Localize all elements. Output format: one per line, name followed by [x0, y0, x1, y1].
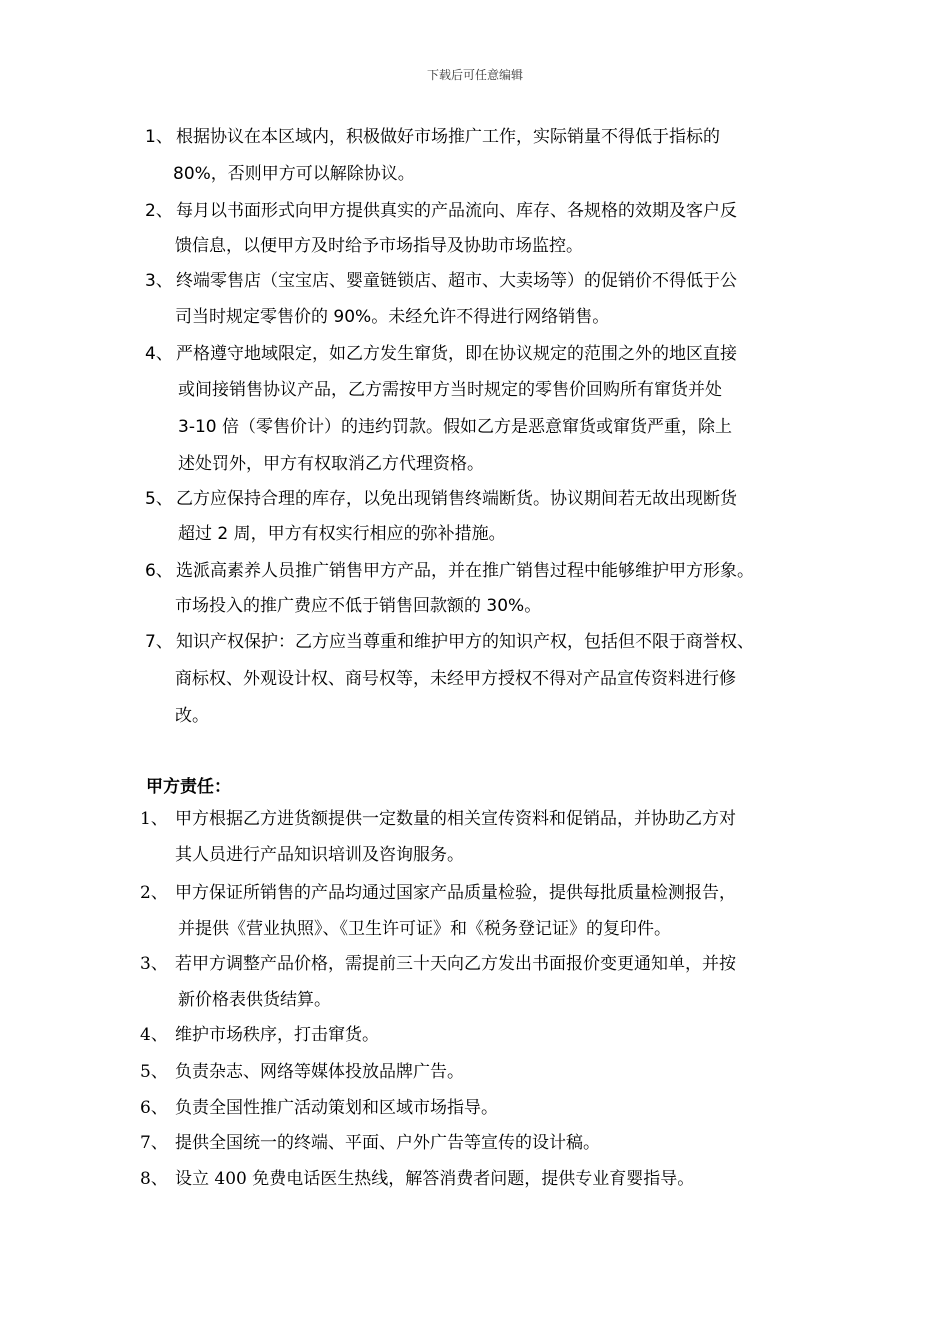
- item-text: 若甲方调整产品价格，需提前三十天向乙方发出书面报价变更通知单，并按: [175, 954, 736, 974]
- item-number: 7、: [145, 632, 173, 652]
- item-number: 1、: [145, 127, 173, 147]
- item-number: 2、: [145, 201, 173, 221]
- item-text: 乙方应保持合理的库存，以免出现销售终端断货。协议期间若无故出现断货: [176, 489, 737, 509]
- item-number: 1、: [140, 809, 168, 829]
- section-title: 甲方责任：: [146, 777, 231, 797]
- item-text: 甲方根据乙方进货额提供一定数量的相关宣传资料和促销品，并协助乙方对: [175, 809, 736, 829]
- item-text: 维护市场秩序，打击窜货。: [175, 1025, 379, 1045]
- item-number: 6、: [145, 561, 173, 581]
- item-number: 4、: [145, 344, 173, 364]
- item-number: 4、: [140, 1025, 168, 1045]
- item-text: 每月以书面形式向甲方提供真实的产品流向、库存、各规格的效期及客户反: [176, 201, 737, 221]
- item-text: 3-10 倍（零售价计）的违约罚款。假如乙方是恶意窜货或窜货严重，除上: [178, 417, 732, 437]
- item-text: 司当时规定零售价的 90%。未经允许不得进行网络销售。: [175, 307, 610, 327]
- item-text: 提供全国统一的终端、平面、户外广告等宣传的设计稿。: [175, 1133, 600, 1153]
- item-text: 根据协议在本区域内，积极做好市场推广工作，实际销量不得低于指标的: [176, 127, 720, 147]
- item-number: 2、: [140, 883, 168, 903]
- item-number: 5、: [140, 1062, 168, 1082]
- item-text: 选派高素养人员推广销售甲方产品，并在推广销售过程中能够维护甲方形象。: [176, 561, 754, 581]
- item-number: 8、: [140, 1169, 168, 1189]
- item-text: 市场投入的推广费应不低于销售回款额的 30%。: [175, 596, 542, 616]
- item-text: 设立 400 免费电话医生热线，解答消费者问题，提供专业育婴指导。: [175, 1169, 695, 1189]
- item-text: 商标权、外观设计权、商号权等，未经甲方授权不得对产品宣传资料进行修: [175, 669, 736, 689]
- item-number: 7、: [140, 1133, 168, 1153]
- item-text: 超过 2 周，甲方有权实行相应的弥补措施。: [178, 524, 506, 544]
- item-text: 述处罚外，甲方有权取消乙方代理资格。: [178, 454, 484, 474]
- item-text: 或间接销售协议产品，乙方需按甲方当时规定的零售价回购所有窜货并处: [178, 380, 722, 400]
- item-text: 负责全国性推广活动策划和区域市场指导。: [175, 1098, 498, 1118]
- item-number: 6、: [140, 1098, 168, 1118]
- item-number: 5、: [145, 489, 173, 509]
- item-number: 3、: [145, 271, 173, 291]
- item-text: 负责杂志、网络等媒体投放品牌广告。: [175, 1062, 464, 1082]
- page-header: 下载后可任意编辑: [426, 68, 523, 82]
- item-text: 馈信息，以便甲方及时给予市场指导及协助市场监控。: [175, 236, 583, 256]
- item-text: 新价格表供货结算。: [178, 990, 331, 1010]
- item-text: 改。: [175, 706, 209, 726]
- item-text: 终端零售店（宝宝店、婴童链锁店、超市、大卖场等）的促销价不得低于公: [176, 271, 737, 291]
- item-text: 并提供《营业执照》、《卫生许可证》和《税务登记证》的复印件。: [178, 919, 671, 939]
- item-text: 严格遵守地域限定，如乙方发生窜货，即在协议规定的范围之外的地区直接: [176, 344, 737, 364]
- item-text: 知识产权保护：乙方应当尊重和维护甲方的知识产权，包括但不限于商誉权、: [176, 632, 754, 652]
- item-text: 80%，否则甲方可以解除协议。: [173, 164, 415, 184]
- item-number: 3、: [140, 954, 168, 974]
- item-text: 其人员进行产品知识培训及咨询服务。: [175, 845, 464, 865]
- item-text: 甲方保证所销售的产品均通过国家产品质量检验，提供每批质量检测报告，: [175, 883, 736, 903]
